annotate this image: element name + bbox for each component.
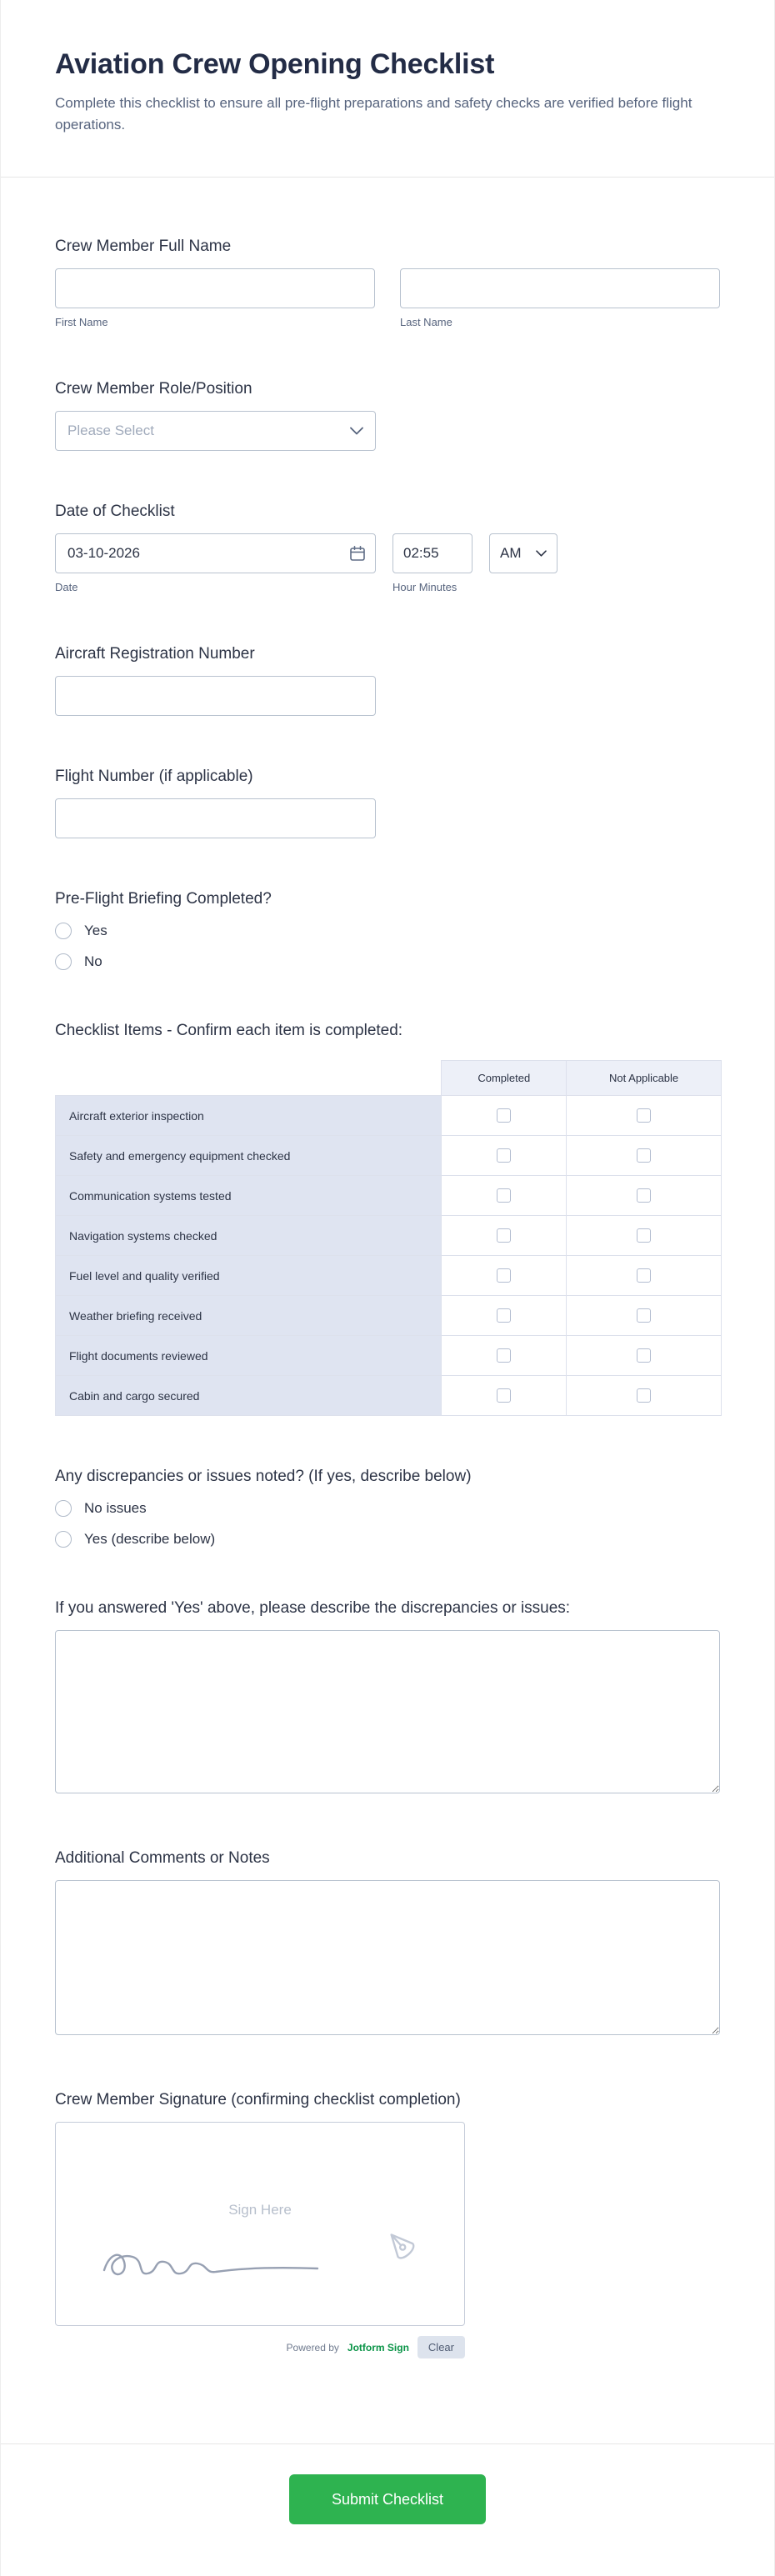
field-date (55, 503, 720, 593)
role-select[interactable] (55, 411, 376, 451)
table-row (56, 1336, 722, 1376)
cell-not-applicable (567, 1216, 722, 1256)
cell-not-applicable (567, 1176, 722, 1216)
checkbox-not-applicable[interactable] (637, 1228, 651, 1243)
discrepancies-option-yes-label: Yes (describe below) (84, 1531, 216, 1547)
checkbox-not-applicable[interactable] (637, 1348, 651, 1363)
role-select-value: Please Select (68, 423, 154, 438)
checkbox-completed[interactable] (497, 1388, 511, 1403)
row-label: Aircraft exterior inspection (56, 1096, 442, 1136)
radio-icon[interactable] (55, 923, 72, 939)
table-row (56, 1096, 722, 1136)
additional-comments-textarea[interactable] (55, 1880, 720, 2035)
signature-pad[interactable] (55, 2122, 465, 2326)
describe-issues-textarea[interactable] (55, 1630, 720, 1793)
pen-nib-icon (379, 2223, 422, 2266)
table-corner-cell (56, 1061, 442, 1096)
sign-here-placeholder: Sign Here (228, 2202, 292, 2218)
cell-not-applicable (567, 1136, 722, 1176)
radio-icon[interactable] (55, 1531, 72, 1548)
cell-not-applicable (567, 1376, 722, 1416)
field-describe-issues (55, 1599, 720, 1798)
discrepancies-option-no-issues-label: No issues (84, 1500, 147, 1516)
date-input[interactable] (55, 533, 376, 573)
discrepancies-option-no-issues[interactable] (55, 1500, 720, 1517)
cell-completed (442, 1256, 567, 1296)
field-flight-number (55, 768, 720, 838)
cell-completed (442, 1216, 567, 1256)
field-aircraft-registration (55, 645, 720, 716)
form-header (1, 0, 774, 178)
flight-number-input[interactable] (55, 798, 376, 838)
cell-completed (442, 1296, 567, 1336)
checklist-table (55, 1060, 722, 1416)
discrepancies-label: Any discrepancies or issues noted? (If yes, describe below) (55, 1468, 472, 1485)
cell-completed (442, 1096, 567, 1136)
table-row (56, 1136, 722, 1176)
field-checklist-matrix (55, 1022, 720, 1416)
signature-footer (55, 2336, 465, 2358)
form-subtitle: Complete this checklist to ensure all pre-flight preparations and safety checks are verified before flight operations. (55, 95, 692, 133)
cell-not-applicable (567, 1296, 722, 1336)
column-header-completed: Completed (442, 1061, 567, 1096)
field-additional-comments (55, 1849, 720, 2039)
page-title: Aviation Crew Opening Checklist (55, 48, 495, 80)
cell-completed (442, 1176, 567, 1216)
checkbox-completed[interactable] (497, 1228, 511, 1243)
cell-completed (442, 1136, 567, 1176)
checkbox-not-applicable[interactable] (637, 1148, 651, 1163)
time-sublabel: Hour Minutes (392, 581, 458, 593)
field-role (55, 380, 720, 451)
additional-comments-label: Additional Comments or Notes (55, 1849, 270, 1867)
checkbox-not-applicable[interactable] (637, 1388, 651, 1403)
row-label: Navigation systems checked (56, 1216, 442, 1256)
full-name-label: Crew Member Full Name (55, 238, 232, 255)
jotform-sign-brand: Jotform Sign (347, 2341, 409, 2353)
signature-squiggle (99, 2235, 349, 2282)
row-label: Safety and emergency equipment checked (56, 1136, 442, 1176)
submit-button[interactable]: Submit Checklist (289, 2474, 486, 2524)
checkbox-not-applicable[interactable] (637, 1268, 651, 1283)
table-row (56, 1296, 722, 1336)
cell-not-applicable (567, 1336, 722, 1376)
field-full-name (55, 238, 720, 328)
checkbox-completed[interactable] (497, 1148, 511, 1163)
role-label: Crew Member Role/Position (55, 380, 252, 398)
chevron-down-icon (350, 427, 363, 435)
last-name-sublabel: Last Name (400, 316, 452, 328)
first-name-input[interactable] (55, 268, 375, 308)
briefing-option-no[interactable] (55, 953, 720, 970)
signature-label: Crew Member Signature (confirming checklist completion) (55, 2091, 461, 2108)
row-label: Fuel level and quality verified (56, 1256, 442, 1296)
table-row (56, 1176, 722, 1216)
discrepancies-option-yes[interactable] (55, 1531, 720, 1548)
checkbox-completed[interactable] (497, 1268, 511, 1283)
powered-by-text: Powered by (286, 2341, 339, 2353)
clear-signature-button[interactable]: Clear (418, 2336, 465, 2358)
briefing-option-yes-label: Yes (84, 923, 108, 938)
row-label: Flight documents reviewed (56, 1336, 442, 1376)
checkbox-not-applicable[interactable] (637, 1308, 651, 1323)
table-row (56, 1256, 722, 1296)
checkbox-not-applicable[interactable] (637, 1188, 651, 1203)
calendar-icon[interactable] (349, 545, 366, 562)
form-body (1, 178, 774, 2443)
briefing-option-yes[interactable] (55, 923, 720, 939)
field-signature (55, 2091, 720, 2358)
chevron-down-icon (536, 550, 547, 557)
table-row (56, 1216, 722, 1256)
field-discrepancies (55, 1468, 720, 1548)
first-name-sublabel: First Name (55, 316, 108, 328)
form-footer (1, 2443, 774, 2576)
field-briefing (55, 890, 720, 970)
time-input[interactable] (392, 533, 472, 573)
checkbox-not-applicable[interactable] (637, 1108, 651, 1123)
radio-icon[interactable] (55, 953, 72, 970)
date-sublabel: Date (55, 581, 78, 593)
aircraft-registration-label: Aircraft Registration Number (55, 645, 255, 663)
row-label: Weather briefing received (56, 1296, 442, 1336)
last-name-input[interactable] (400, 268, 720, 308)
checkbox-completed[interactable] (497, 1308, 511, 1323)
flight-number-label: Flight Number (if applicable) (55, 768, 253, 785)
table-header-row (56, 1061, 722, 1096)
describe-issues-label: If you answered 'Yes' above, please describe the discrepancies or issues: (55, 1599, 571, 1617)
date-label: Date of Checklist (55, 503, 175, 520)
cell-not-applicable (567, 1096, 722, 1136)
row-label: Communication systems tested (56, 1176, 442, 1216)
row-label: Cabin and cargo secured (56, 1376, 442, 1416)
checkbox-completed[interactable] (497, 1188, 511, 1203)
radio-icon[interactable] (55, 1500, 72, 1517)
checklist-label: Checklist Items - Confirm each item is completed: (55, 1022, 403, 1039)
meridiem-value: AM (500, 545, 522, 561)
cell-not-applicable (567, 1256, 722, 1296)
aircraft-registration-input[interactable] (55, 676, 376, 716)
table-row (56, 1376, 722, 1416)
briefing-option-no-label: No (84, 953, 102, 969)
checkbox-completed[interactable] (497, 1348, 511, 1363)
cell-completed (442, 1376, 567, 1416)
checkbox-completed[interactable] (497, 1108, 511, 1123)
column-header-not-applicable: Not Applicable (567, 1061, 722, 1096)
briefing-label: Pre-Flight Briefing Completed? (55, 890, 272, 908)
meridiem-select[interactable] (489, 533, 558, 573)
cell-completed (442, 1336, 567, 1376)
